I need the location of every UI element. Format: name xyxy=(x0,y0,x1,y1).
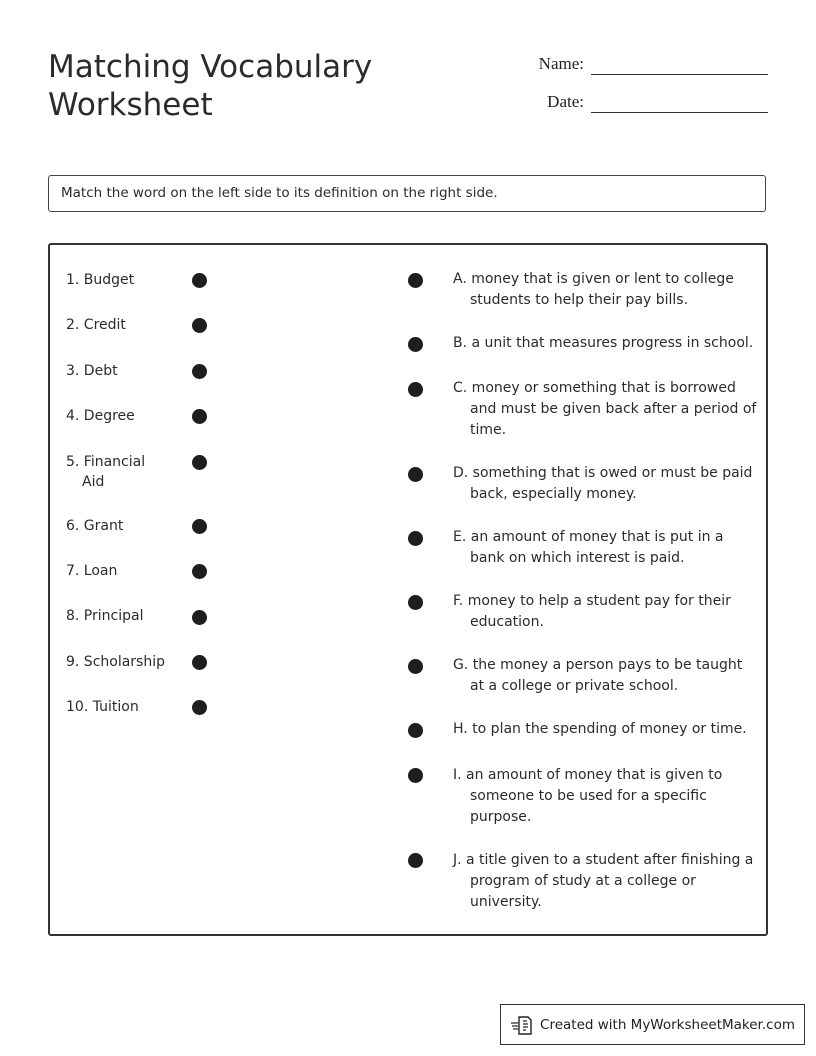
definition-item xyxy=(453,719,758,740)
name-line[interactable] xyxy=(591,74,768,75)
definition-dot[interactable] xyxy=(408,723,423,738)
word-dot[interactable] xyxy=(192,610,207,625)
definition-item xyxy=(453,527,758,569)
word-item xyxy=(66,315,184,335)
definition-dot[interactable] xyxy=(408,768,423,783)
date-field[interactable] xyxy=(520,92,768,116)
definition-item xyxy=(453,333,758,354)
word-dot[interactable] xyxy=(192,409,207,424)
instructions-text: Match the word on the left side to its definition on the right side. xyxy=(61,185,498,201)
worksheet-title: Matching Vocabulary Worksheet xyxy=(48,49,373,123)
definition-text: F. money to help a student pay for their education. xyxy=(453,593,731,630)
word-label: 1. Budget xyxy=(66,272,135,288)
definition-dot[interactable] xyxy=(408,659,423,674)
word-item xyxy=(66,561,184,581)
definition-text: E. an amount of money that is put in a bank on which interest is paid. xyxy=(453,529,724,566)
word-label: 2. Credit xyxy=(66,317,126,333)
word-dot[interactable] xyxy=(192,318,207,333)
definition-dot[interactable] xyxy=(408,595,423,610)
word-dot[interactable] xyxy=(192,273,207,288)
definition-dot[interactable] xyxy=(408,853,423,868)
definition-dot[interactable] xyxy=(408,467,423,482)
word-dot[interactable] xyxy=(192,519,207,534)
word-item xyxy=(66,452,156,492)
instructions-box xyxy=(48,175,766,212)
definition-dot[interactable] xyxy=(408,273,423,288)
word-label: 6. Grant xyxy=(66,518,124,534)
name-label: Name: xyxy=(538,54,584,73)
word-label: 5. Financial Aid xyxy=(66,454,146,490)
word-item xyxy=(66,406,184,426)
word-item xyxy=(66,652,184,672)
word-dot[interactable] xyxy=(192,455,207,470)
definition-text: H. to plan the spending of money or time. xyxy=(453,721,747,737)
definition-item xyxy=(453,655,758,697)
footer-text: Created with MyWorksheetMaker.com xyxy=(540,1016,795,1033)
word-label: 8. Principal xyxy=(66,608,144,624)
definition-text: I. an amount of money that is given to someone to be used for a specific purpose. xyxy=(453,767,723,825)
definition-text: G. the money a person pays to be taught at a college or private school. xyxy=(453,657,743,694)
definition-dot[interactable] xyxy=(408,337,423,352)
word-dot[interactable] xyxy=(192,564,207,579)
word-dot[interactable] xyxy=(192,655,207,670)
word-label: 9. Scholarship xyxy=(66,654,165,670)
definition-text: A. money that is given or lent to college students to help their pay bills. xyxy=(453,271,734,308)
definition-dot[interactable] xyxy=(408,382,423,397)
definition-item xyxy=(453,269,758,311)
word-label: 4. Degree xyxy=(66,408,135,424)
definition-text: B. a unit that measures progress in school. xyxy=(453,335,754,351)
name-field[interactable] xyxy=(520,54,768,78)
footer-credit[interactable] xyxy=(500,1004,805,1045)
word-label: 10. Tuition xyxy=(66,699,139,715)
word-label: 3. Debt xyxy=(66,363,118,379)
definition-item xyxy=(453,378,758,441)
definition-text: J. a title given to a student after finishing a program of study at a college or university. xyxy=(453,852,754,910)
word-item xyxy=(66,697,184,717)
definition-text: D. something that is owed or must be paid back, especially money. xyxy=(453,465,753,502)
definition-item xyxy=(453,463,758,505)
word-item xyxy=(66,516,184,536)
word-dot[interactable] xyxy=(192,700,207,715)
definition-dot[interactable] xyxy=(408,531,423,546)
definition-item xyxy=(453,591,758,633)
definition-text: C. money or something that is borrowed and must be given back after a period of time. xyxy=(453,380,757,438)
worksheet-maker-logo-icon xyxy=(510,1014,534,1036)
date-label: Date: xyxy=(547,92,584,111)
word-label: 7. Loan xyxy=(66,563,118,579)
word-item xyxy=(66,361,184,381)
word-item xyxy=(66,606,184,626)
word-dot[interactable] xyxy=(192,364,207,379)
definition-item xyxy=(453,765,758,828)
word-item xyxy=(66,270,184,290)
definition-item xyxy=(453,850,758,913)
date-line[interactable] xyxy=(591,112,768,113)
